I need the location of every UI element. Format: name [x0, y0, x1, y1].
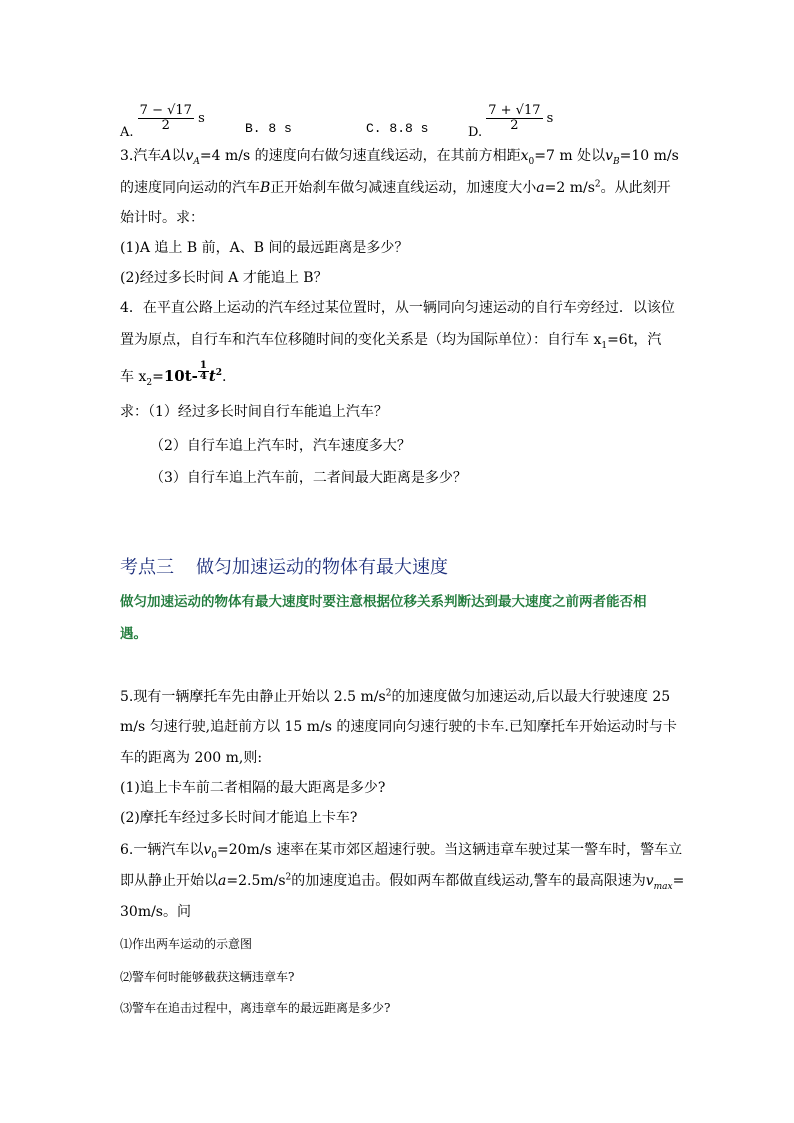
q4-line-3 — [120, 359, 227, 388]
section-note-line-2: 遇。 — [120, 626, 147, 642]
var-v: v — [203, 842, 212, 858]
var-v: v — [645, 873, 654, 889]
option-a — [120, 103, 205, 140]
q4-text: . — [222, 369, 227, 385]
var-sub: B — [613, 156, 620, 167]
var-a: a — [536, 180, 545, 196]
q3-text: 正开始刹车做匀减速直线运动，加速度大小 — [270, 180, 537, 196]
var-v: v — [605, 148, 614, 164]
q5-text: 的加速度做匀加速运动,后以最大行驶速度 25 — [391, 689, 671, 705]
option-a-unit: s — [198, 111, 205, 126]
q6-text: 即从静止开始以 — [120, 873, 218, 889]
q6-text: = — [672, 873, 685, 889]
q4-formula — [163, 359, 223, 385]
formula-minus: - — [191, 367, 198, 385]
q3-text: =10 m/s — [619, 148, 679, 164]
q5-line-3: 车的距离为 200 m,则: — [120, 750, 263, 766]
option-c: C. 8.8 s — [366, 121, 429, 136]
q4-line-1: 4．在平直公路上运动的汽车经过某位置时，从一辆同向匀速运动的自行车旁经过．以该位 — [120, 300, 675, 316]
q4-text: 置为原点，自行车和汽车位移随时间的变化关系是（均为国际单位）：自行车 x — [120, 332, 602, 348]
q4-ask-1: 求：（1）经过多长时间自行车能追上汽车？ — [120, 404, 388, 420]
section-label: 考点三 — [120, 557, 174, 578]
formula-fraction — [198, 361, 209, 382]
option-b: B. 8 s — [245, 121, 292, 136]
q6-text: 6.一辆汽车以 — [120, 842, 204, 858]
option-d — [468, 103, 554, 140]
q6-line-2 — [120, 871, 684, 891]
q3-text: =4 m/s 的速度向右做匀速直线运动，在其前方相距 — [199, 148, 521, 164]
option-a-numerator: 7 − √17 — [139, 103, 192, 118]
var-sub: max — [653, 881, 673, 892]
option-d-numerator: 7 + √17 — [488, 103, 541, 118]
section-note-line-1: 做匀加速运动的物体有最大速度时要注意根据位移关系判断达到最大速度之前两者能否相 — [120, 594, 647, 610]
q5-line-2: m/s 匀速行驶,追赶前方以 15 m/s 的速度同向匀速行驶的卡车.已知摩托车开始运动时与卡 — [120, 719, 677, 735]
q6-line-3: 30m/s。问 — [120, 904, 191, 920]
q6-text: =20m/s 速率在某市郊区超速行驶。当这辆违章车驶过某一警车时，警车立 — [217, 842, 683, 858]
option-a-fraction — [138, 104, 194, 133]
var-B: B — [260, 180, 271, 196]
q4-text: =6t，汽 — [607, 332, 662, 348]
q3-text: 的速度同向运动的汽车 — [120, 180, 260, 196]
formula-10t: 10t — [163, 367, 192, 385]
q4-text: 车 x — [120, 369, 147, 385]
q4-sub-2: （2）自行车追上汽车时，汽车速度多大？ — [150, 438, 411, 454]
section-title: 做匀加速运动的物体有最大速度 — [196, 557, 448, 578]
q3-text: 以 — [171, 148, 186, 164]
q3-sub-2: (2)经过多长时间 A 才能追上 B？ — [120, 270, 328, 286]
q5-sub-1: (1)追上卡车前二者相隔的最大距离是多少? — [120, 780, 386, 796]
q5-sub-2: (2)摩托车经过多长时间才能追上卡车? — [120, 810, 358, 826]
section-heading — [120, 553, 448, 579]
fraction-denominator: 4 — [199, 370, 207, 382]
q5-text: 5.现有一辆摩托车先由静止开始以 2.5 m/s — [120, 689, 386, 705]
fraction-numerator: 1 — [199, 359, 207, 371]
var-x: x — [520, 148, 529, 164]
q6-sub-1: ⑴作出两车运动的示意图 — [120, 937, 253, 951]
var-sup: 2 — [594, 179, 601, 190]
q6-text: =2.5m/s — [226, 873, 286, 889]
q6-line-1 — [120, 840, 682, 860]
var-A: A — [161, 148, 172, 164]
option-d-label: D. — [468, 125, 483, 140]
q3-line-2 — [120, 178, 671, 198]
var-v: v — [185, 148, 194, 164]
var-sub: 0 — [211, 850, 218, 861]
option-d-unit: s — [546, 111, 554, 126]
var-sup: 2 — [215, 368, 223, 378]
var-sub: A — [193, 156, 200, 167]
q3-sub-1: (1)A 追上 B 前，A、B 间的最远距离是多少？ — [120, 240, 409, 256]
q3-line-3: 始计时。求： — [120, 210, 204, 226]
q3-line-1 — [120, 146, 679, 166]
option-d-denominator: 2 — [510, 118, 519, 133]
var-sup: 2 — [285, 872, 292, 883]
var-a: a — [218, 873, 227, 889]
option-d-fraction — [486, 104, 542, 133]
var-sub: 0 — [528, 156, 535, 167]
q3-text: =7 m 处以 — [534, 148, 606, 164]
var-sub: 2 — [146, 377, 153, 388]
q6-sub-3: ⑶警车在追击过程中，离违章车的最远距离是多少? — [120, 1001, 391, 1015]
q4-text: = — [152, 369, 164, 385]
q3-text: =2 m/s — [544, 180, 595, 196]
q4-sub-3: （3）自行车追上汽车前，二者间最大距离是多少？ — [150, 470, 467, 486]
q5-line-1 — [120, 687, 670, 707]
var-sub: 1 — [601, 340, 608, 351]
var-sup: 2 — [385, 688, 392, 699]
q6-text: 的加速度追击。假如两车都做直线运动,警车的最高限速为 — [291, 873, 646, 889]
formula-t: t — [208, 367, 216, 385]
option-a-label: A. — [120, 125, 134, 140]
q3-text: 3.汽车 — [120, 148, 162, 164]
q6-sub-2: ⑵警车何时能够截获这辆违章车? — [120, 970, 295, 984]
option-a-denominator: 2 — [161, 118, 170, 133]
q3-text: 。从此刻开 — [600, 180, 671, 196]
q4-line-2 — [120, 330, 661, 350]
